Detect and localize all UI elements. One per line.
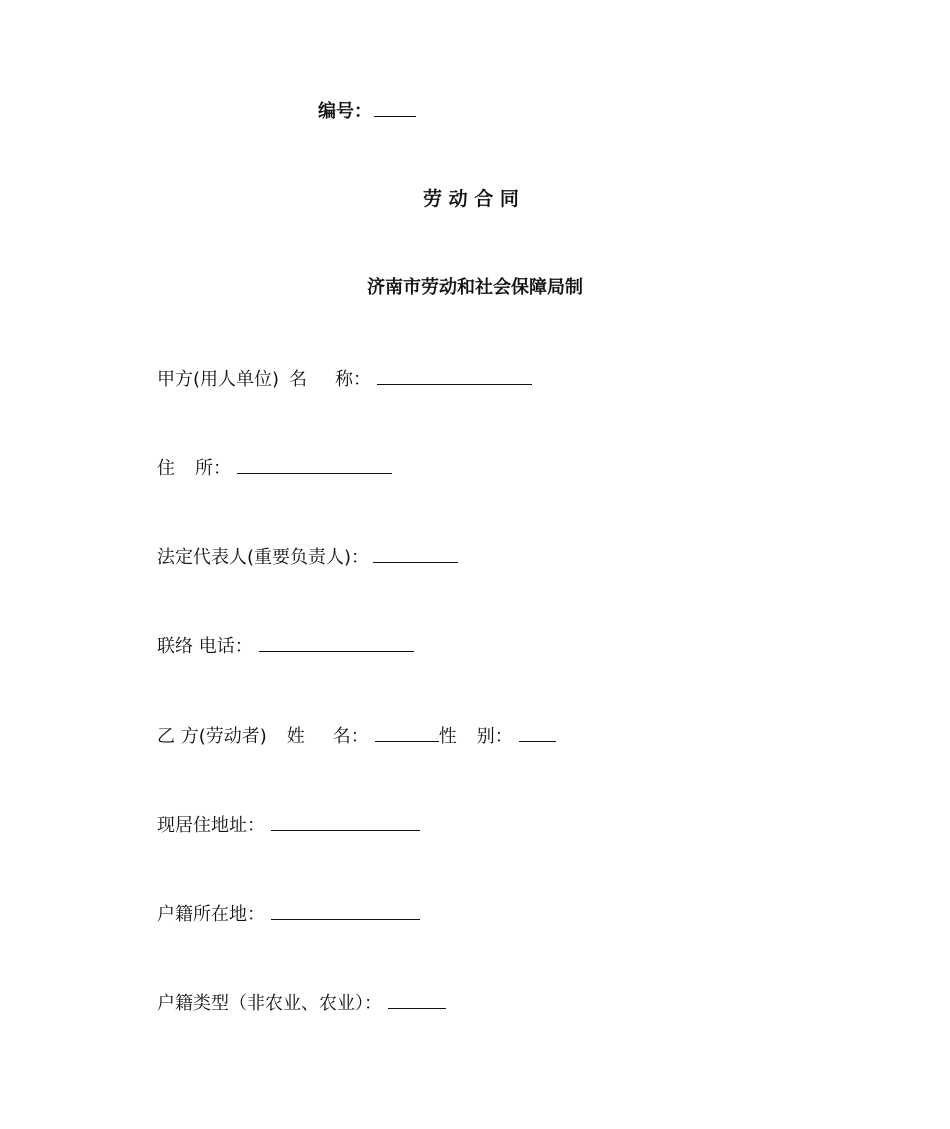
issuer-line: 济南市劳动和社会保障局制 xyxy=(367,277,583,298)
phone-field[interactable] xyxy=(259,633,414,652)
address-label-1: 住 xyxy=(157,458,175,479)
party-b-label: 乙 方(劳动者) xyxy=(157,726,267,747)
contract-number-row xyxy=(318,98,416,124)
contract-number-field[interactable] xyxy=(374,98,416,117)
party-b-name-label-1: 姓 xyxy=(286,726,305,747)
contract-title: 劳 动 合 同 xyxy=(423,188,519,210)
household-type-row xyxy=(157,990,446,1016)
party-b-name-label-2: 名： xyxy=(332,726,369,747)
gender-label-2: 别： xyxy=(476,726,513,747)
legal-rep-label: 法定代表人(重要负责人)： xyxy=(157,547,370,568)
contract-number-label: 编号： xyxy=(318,101,372,122)
gender-field[interactable] xyxy=(519,723,556,742)
party-a-address-field[interactable] xyxy=(237,455,392,474)
party-a-name-field[interactable] xyxy=(377,366,532,385)
address-label-2: 所： xyxy=(195,458,231,479)
party-a-name-label-2: 称： xyxy=(335,369,372,390)
party-a-name-label-1: 名 xyxy=(289,369,308,390)
household-location-field[interactable] xyxy=(271,901,420,920)
legal-rep-field[interactable] xyxy=(373,544,458,563)
party-b-name-field[interactable] xyxy=(375,723,439,742)
household-location-row xyxy=(157,901,420,927)
gender-label-1: 性 xyxy=(438,726,457,747)
household-type-label: 户籍类型（非农业、农业）： xyxy=(157,993,382,1014)
party-b-name-row xyxy=(157,723,556,749)
party-a-name-row xyxy=(157,366,532,392)
current-address-field[interactable] xyxy=(271,812,420,831)
phone-label: 联络 电话： xyxy=(157,636,253,657)
party-a-label: 甲方(用人单位) xyxy=(157,369,280,390)
current-address-row xyxy=(157,812,420,838)
current-address-label: 现居住地址： xyxy=(157,815,265,836)
household-location-label: 户籍所在地： xyxy=(157,904,265,925)
phone-row xyxy=(157,633,414,659)
household-type-field[interactable] xyxy=(388,990,446,1009)
legal-rep-row xyxy=(157,544,458,570)
party-a-address-row xyxy=(157,455,392,481)
